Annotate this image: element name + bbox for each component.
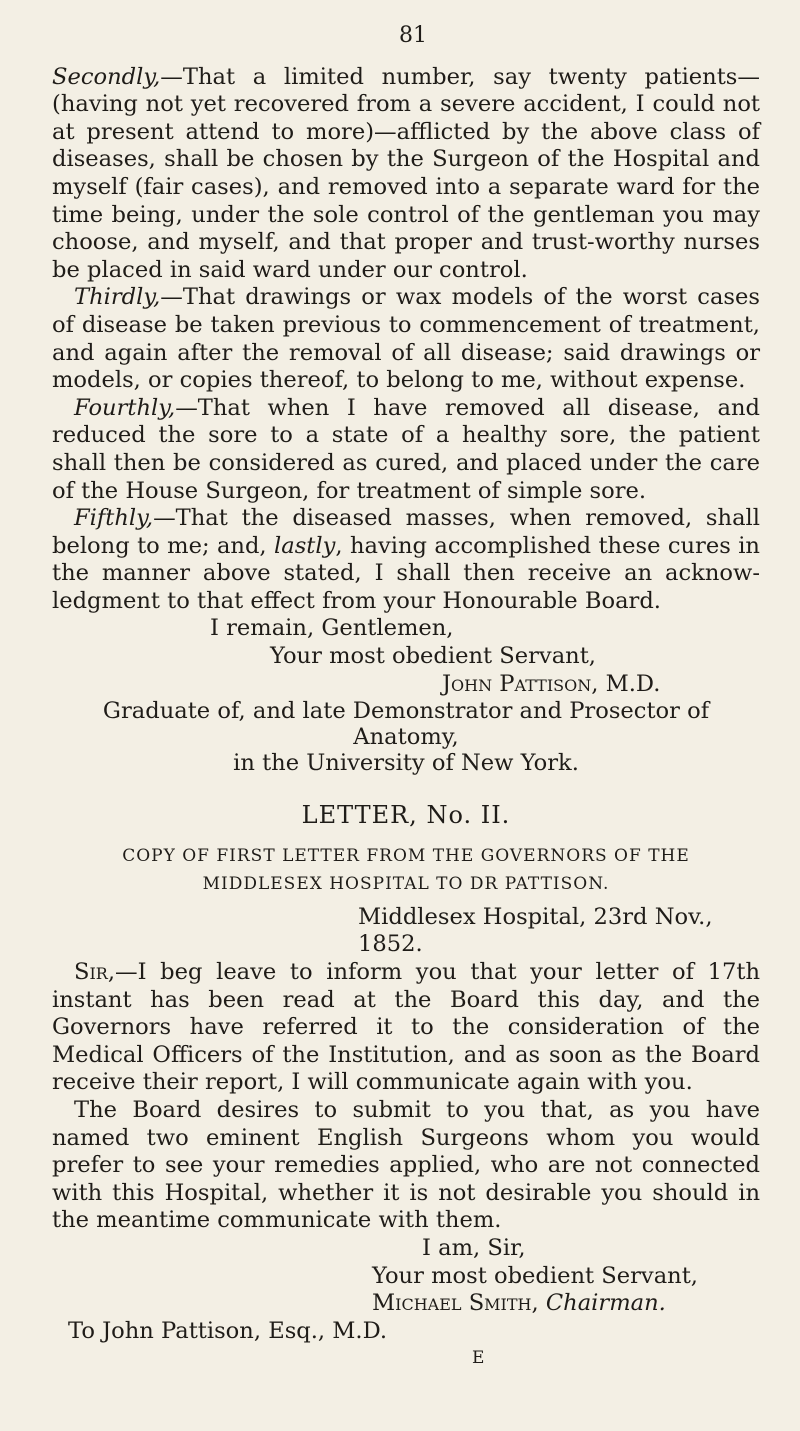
paragraph-emphasis: lastly [274,532,336,559]
paragraph-text: —I beg leave to inform you that your letter of 17th instant has been read at the Board this day, and the Governors have referred it to the consideration of the Medical Officers of the Institution, and as soon as the Board receive their report, I will communicate again with you. [52,959,760,1096]
paragraph-text: —That the diseased masses, when removed, shall belong to me; and, [52,505,760,559]
signature-smith: Michael Smith, Chairman. [372,1290,666,1317]
signature-mark: E [472,1348,485,1369]
paragraph-lead: Thirdly, [74,284,161,311]
paragraph-fourthly [52,395,760,505]
paragraph-lead: Fourthly, [74,394,176,421]
credentials-line: Graduate of, and late Demonstrator and Prosector of Anatomy, [102,698,710,751]
paragraph-lead: Fifthly, [74,505,154,532]
paragraph-thirdly [52,284,760,394]
paragraph-text: —That drawings or wax models of the worst cases of disease be taken previous to commencement of treatment, and again after the removal of all disease; said drawings or models, or copies thereof, to belong to me, without expense. [52,284,760,394]
paragraph-text: , having accomplished these cures in the manner above stated, I shall then receive an acknow-ledgment to that effect from your Honourable Board. [52,532,760,614]
closing-remain: I remain, Gentlemen, [210,615,454,642]
letter2-paragraph-1 [52,959,760,1097]
paragraph-lead: Secondly, [52,63,161,90]
copy-heading: COPY OF FIRST LETTER FROM THE GOVERNORS OF THE MIDDLESEX HOSPITAL TO DR PATTISON. [122,845,690,894]
credentials-line: in the University of New York. [233,750,579,777]
signature-pattison: John Pattison, M.D. [442,670,661,697]
dateline: Middlesex Hospital, 23rd Nov., 1852. [358,903,713,958]
salutation: Sir, [74,959,116,986]
closing-am-sir: I am, Sir, [422,1234,526,1261]
paragraph-secondly [52,64,760,285]
paragraph-text: —That when I have removed all disease, and reduced the sore to a state of a healthy sore, the patient shall then be considered as cured, and placed under the care of the House Surgeon, for treatment of simple sore. [52,394,760,504]
page-number: 81 [399,23,427,48]
closing-servant: Your most obedient Servant, [270,643,596,670]
closing-servant-2: Your most obedient Servant, [372,1262,698,1289]
paragraph-fifthly [52,505,760,615]
letter2-paragraph-2: The Board desires to submit to you that, as you have named two eminent English Surgeons whom you would prefer to see your remedies applied, who are not connected with this Hospital, whether it is not desirable you should in the meantime communicate with them. [52,1097,760,1234]
paragraph-text: —That a limited number, say twenty patients—(having not yet recovered from a severe accident, I could not at present attend to more)—afflicted by the above class of diseases, shall be chosen by the Surgeon of the Hospital and myself (fair cases), and removed into a separate ward for the time being, under the sole control of the gentleman you may choose, and myself, and that proper and trust-worthy nurses be placed in said ward under our control. [52,63,760,283]
letter-heading: LETTER, No. II. [301,801,511,830]
addressee: To John Pattison, Esq., M.D. [68,1317,388,1344]
